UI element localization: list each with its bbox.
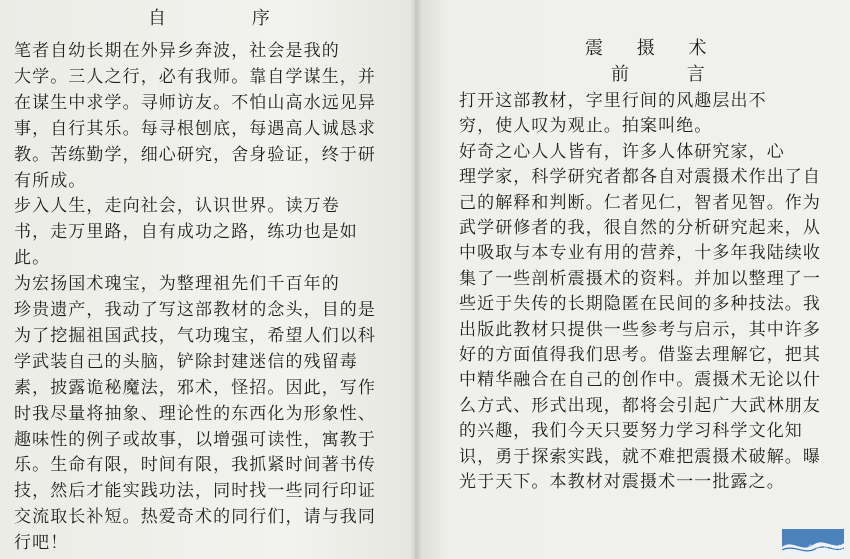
text-line: 交流取长补短。热爱奇术的同行们，请与我同	[14, 507, 376, 528]
text-line: 武学研修者的我，很自然的分析研究起来，从	[459, 218, 821, 238]
text-line: 素，披露诡秘魔法，邪术，怪招。因此，写作	[14, 377, 376, 398]
text-line: 打开这部教材，字里行间的风趣层出不	[459, 91, 767, 111]
text-line: 事，自行其乐。每寻根刨底，每遇高人诚恳求	[14, 118, 376, 139]
text-line: 穷，使人叹为观止。拍案叫绝。	[459, 116, 713, 137]
text-line: 好的方面值得我们思考。借鉴去理解它，把其	[459, 345, 821, 365]
text-line: 学武装自己的头脑，铲除封建迷信的残留毒	[14, 351, 358, 372]
left-page-body	[0, 0, 415, 559]
text-line: 为了挖掘祖国武技，气功瑰宝，希望人们以科	[14, 325, 376, 346]
text-line: 为宏扬国术瑰宝，为整理祖先们千百年的	[14, 274, 340, 295]
text-line: 有所成。	[14, 170, 87, 191]
text-line: 乐。生命有限，时间有限，我抓紧时间著书传	[14, 455, 376, 476]
text-line: 步入人生，走向社会，认识世界。读万卷	[14, 196, 340, 217]
text-line: 光于天下。本教材对震摄术一一批露之。	[459, 472, 785, 492]
text-line: 己的解释和判断。仁者见仁，智者见智。作为	[459, 192, 821, 213]
left-page	[0, 0, 415, 559]
text-line: 中精华融合在自己的创作中。震摄术无论以什	[459, 370, 821, 391]
text-line: 趣味性的例子或故事，以增强可读性，寓教于	[14, 429, 376, 450]
text-line: 笔者自幼长期在外异乡奔波，社会是我的	[14, 41, 340, 61]
watermark-text: 佛 法 在 人 间	[808, 545, 844, 551]
text-line: 理学家，科学研究者都各自对震摄术作出了自	[459, 167, 821, 188]
book-gutter	[410, 0, 422, 559]
right-page-body	[415, 0, 850, 559]
text-line: 大学。三人之行，必有我师。靠自学谋生，并	[14, 66, 376, 87]
text-line: 出版此教材只提供一些参考与启示，其中许多	[459, 319, 821, 340]
text-line: 中吸取与本专业有用的营养，十多年我陆续收	[459, 243, 821, 264]
text-line: 此。	[14, 248, 51, 269]
watermark-logo	[782, 529, 844, 555]
right-page	[415, 0, 850, 559]
text-line: 技，然后才能实践功法，同时找一些同行印证	[14, 481, 376, 502]
right-page-subtitle: 前 言	[611, 64, 731, 85]
text-line: 的兴趣，我们今天只要努力学习科学文化知	[459, 421, 803, 442]
text-line: 时我尽量将抽象、理论性的东西化为形象性、	[14, 403, 376, 424]
text-line: 好奇之心人人皆有，许多人体研究家，心	[459, 141, 785, 162]
text-line: 书，走万里路，自有成功之路，练功也是如	[14, 222, 358, 243]
left-page-title: 自 序	[148, 8, 310, 29]
text-line: 么方式、形式出现，都将会引起广大武林朋友	[459, 395, 821, 416]
text-line: 在谋生中求学。寻师访友。不怕山高水远见异	[14, 92, 376, 113]
text-line: 教。苦练勤学，细心研究，舍身验证，终于研	[14, 144, 376, 165]
right-page-title: 震 摄 术	[585, 38, 721, 59]
text-line: 珍贵遗产，我动了写这部教材的念头，目的是	[14, 300, 376, 320]
text-line: 识，勇于探索实践，就不难把震摄术破解。曝	[459, 446, 821, 467]
text-line: 行吧！	[14, 533, 69, 554]
text-line: 集了一些剖析震摄术的资料。并加以整理了一	[459, 268, 821, 289]
text-line: 些近于失传的长期隐匿在民间的多种技法。我	[459, 294, 821, 315]
